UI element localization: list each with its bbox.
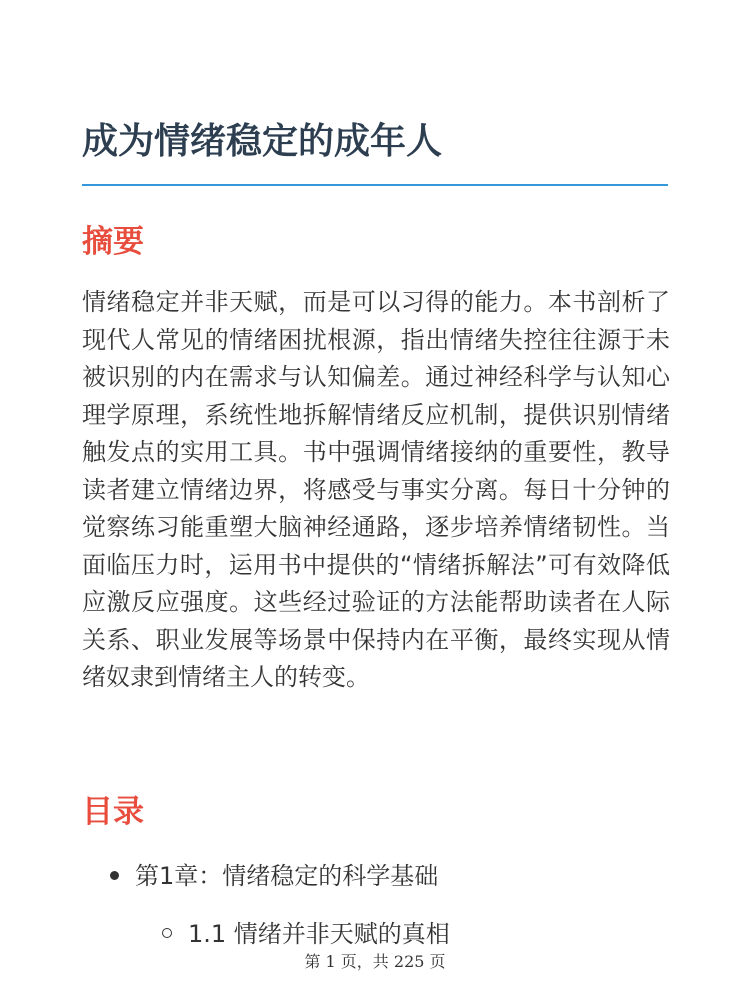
page-number-footer: 第 1 页，共 225 页 — [304, 952, 446, 971]
document-title: 成为情绪稳定的成年人 — [82, 121, 443, 162]
bullet-dot-icon — [110, 871, 119, 880]
abstract-body: 情绪稳定并非天赋，而是可以习得的能力。本书剖析了现代人常见的情绪困扰根源，指出情绪失控往往源于未被识别的内在需求与认知偏差。通过神经科学与认知心理学原理，系统性地拆解情绪反应机制，提供识别情绪触发点的实用工具。书中强调情绪接纳的重要性，教导读者建立情绪边界，将感受与事实分离。每日十分钟的觉察练习能重塑大脑神经通路，逐步培养情绪韧性。当面临压力时，运用书中提供的“情绪拆解法”可有效降低应激反应强度。这些经过验证的方法能帮助读者在人际关系、职业发展等场景中保持内在平衡，最终实现从情绪奴隶到情绪主人的转变。 — [82, 288, 670, 691]
toc-heading: 目录 — [82, 794, 144, 830]
toc-item-label: 第1章：情绪稳定的科学基础 — [135, 862, 439, 890]
title-divider — [82, 184, 668, 186]
toc-item-section-1-1 — [162, 916, 450, 952]
abstract-heading: 摘要 — [82, 224, 144, 260]
toc-item-chapter-1 — [110, 858, 438, 894]
toc-item-label: 1.1 情绪并非天赋的真相 — [188, 920, 450, 948]
bullet-ring-icon — [162, 928, 172, 938]
